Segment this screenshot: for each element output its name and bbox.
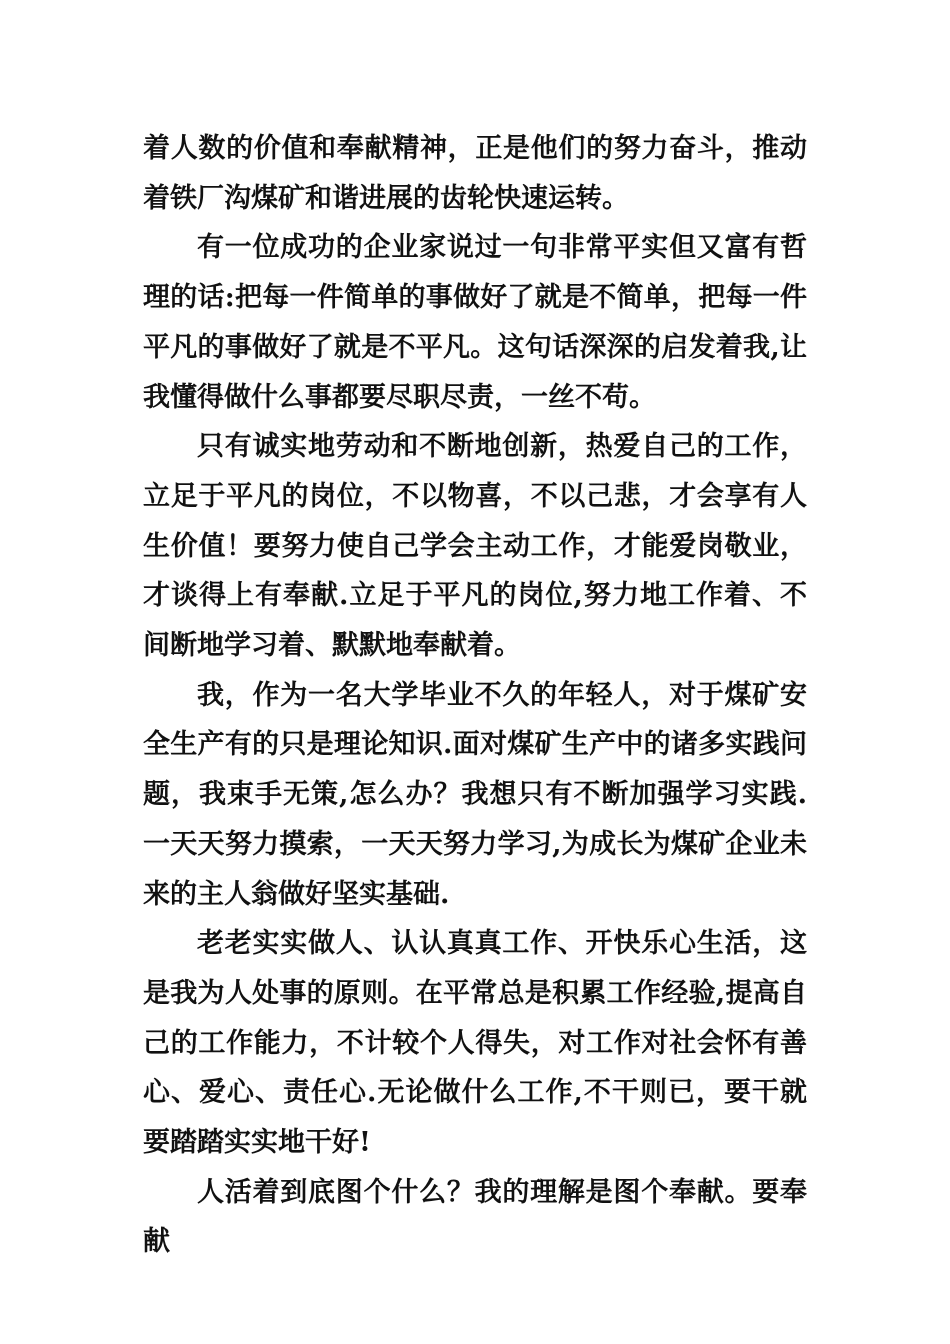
paragraph-4: 我，作为一名大学毕业不久的年轻人，对于煤矿安全生产有的只是理论知识.面对煤矿生产中的诸多实践问题，我束手无策,怎么办？我想只有不断加强学习实践.一天天努力摸索，一天天努力学习,为成长为煤矿企业未来的主人翁做好坚实基础. (143, 679, 807, 910)
paragraph-1: 着人数的价值和奉献精神，正是他们的努力奋斗，推动着铁厂沟煤矿和谐进展的齿轮快速运转。 (143, 133, 807, 214)
document-body (143, 124, 807, 1267)
paragraph-6: 人活着到底图个什么？我的理解是图个奉献。要奉献 (143, 1176, 807, 1258)
paragraph-5: 老老实实做人、认认真真工作、开快乐心生活，这是我为人处事的原则。在平常总是积累工作经验,提高自己的工作能力，不计较个人得失，对工作对社会怀有善心、爱心、责任心.无论做什么工作,不干则已，要干就要踏踏实实地干好! (143, 928, 807, 1159)
paragraph-3: 只有诚实地劳动和不断地创新，热爱自己的工作，立足于平凡的岗位，不以物喜，不以己悲，才会享有人生价值！要努力使自己学会主动工作，才能爱岗敬业，才谈得上有奉献.立足于平凡的岗位,努力地工作着、不间断地学习着、默默地奉献着。 (143, 431, 807, 662)
paragraph-2: 有一位成功的企业家说过一句非常平实但又富有哲理的话:把每一件简单的事做好了就是不简单，把每一件平凡的事做好了就是不平凡。这句话深深的启发着我,让我懂得做什么事都要尽职尽责，一丝不苟。 (143, 232, 807, 413)
